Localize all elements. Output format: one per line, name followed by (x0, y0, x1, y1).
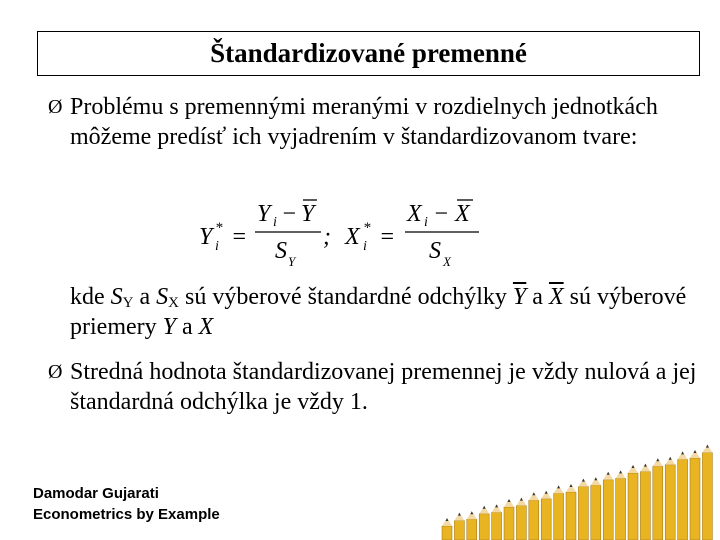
bullet-arrow-icon: Ø (48, 96, 63, 118)
pencil-body (504, 507, 514, 540)
pencil-lead (632, 465, 635, 468)
pencil-lead (694, 450, 697, 453)
pencil-lead (607, 472, 610, 475)
bullet-arrow-icon: Ø (48, 361, 63, 383)
formula-den1-sub: Y (288, 254, 296, 269)
pencil-lead (470, 511, 473, 514)
kde-sy: S (110, 284, 123, 310)
pencil-lead (644, 464, 647, 467)
pencils-image (438, 440, 720, 540)
kde-sx-sub: X (168, 295, 179, 311)
kde-ybar: $\overline{Y}$ (512, 284, 527, 310)
pencil-body (492, 512, 502, 540)
formula-lhs2-sub: i (363, 239, 367, 254)
pencil-lead (483, 506, 486, 509)
standardization-formula (195, 194, 495, 274)
pencil-body (653, 466, 663, 540)
pencil-lead (582, 479, 585, 482)
pencils-group (442, 445, 712, 540)
pencil-lead (458, 513, 461, 516)
pencil-body (566, 492, 576, 540)
pencil-body (529, 500, 539, 540)
pencil-lead (681, 451, 684, 454)
definition-text (70, 282, 710, 342)
pencil-body (554, 493, 564, 540)
pencil-body (628, 473, 638, 540)
formula-sep: ; (323, 224, 331, 250)
pencil-body (690, 458, 700, 540)
kde-sy-sub: Y (122, 295, 134, 311)
pencil-lead (446, 518, 449, 521)
formula-lhs2: X (345, 224, 360, 250)
pencil-body (603, 480, 613, 540)
formula-lhs1: Y (199, 224, 213, 250)
formula-lhs2-sup: * (363, 220, 371, 236)
title-box (37, 31, 700, 76)
formula-minus2: − (433, 201, 450, 227)
pencil-lead (619, 470, 622, 473)
pencil-lead (545, 491, 548, 494)
pencil-lead (557, 485, 560, 488)
formula-lhs1-sub: i (215, 239, 219, 254)
formula-num1-a: Y (257, 201, 271, 227)
formula-den2: S (429, 238, 441, 264)
pencil-body (442, 526, 452, 540)
bullet-1-text: Problému s premennými meranými v rozdielnych jednotkách môžeme predísť ich vyjadrením v štandardizovanom tvare: (70, 94, 658, 150)
kde-x: X (198, 314, 214, 340)
bullet-2-text: Stredná hodnota štandardizovanej premennej je vždy nulová a jej štandardná odchýlka je vždy 1. (70, 359, 697, 415)
formula-lhs1-sup: * (215, 220, 223, 236)
formula-num2-a-sub: i (424, 215, 428, 230)
kde-w2: a (133, 284, 157, 310)
pencil-lead (520, 498, 523, 501)
formula-eq2: = (379, 224, 396, 250)
pencil-body (616, 478, 626, 540)
pencil-lead (532, 492, 535, 495)
formula-num2-b: X (455, 201, 470, 227)
bullet-2 (48, 357, 708, 417)
kde-w3: sú výberové štandardné odchýlky (179, 284, 513, 310)
pencil-body (541, 499, 551, 540)
formula-eq1: = (231, 224, 248, 250)
footer-author: Damodar Gujarati (33, 485, 159, 502)
pencil-lead (508, 499, 511, 502)
footer-book: Econometrics by Example (33, 506, 220, 523)
pencil-body (640, 472, 650, 540)
formula-minus1: − (281, 201, 298, 227)
pencil-body (591, 485, 601, 540)
pencil-lead (495, 504, 498, 507)
pencil-body (665, 465, 675, 540)
pencil-body (578, 487, 588, 540)
slide-title: Štandardizované premenné (210, 38, 527, 68)
formula-den2-sub: X (443, 254, 451, 269)
formula-num2-a: X (407, 201, 422, 227)
pencil-lead (706, 445, 709, 448)
kde-w5: sú výberové priemery (70, 284, 687, 340)
kde-w6: a (175, 314, 199, 340)
pencil-lead (669, 457, 672, 460)
pencil-lead (656, 458, 659, 461)
kde-y: Y (162, 314, 176, 340)
pencil-body (454, 521, 464, 540)
pencil-body (479, 514, 489, 540)
pencil-body (516, 506, 526, 540)
kde-xbar: $\overline{X}$ (548, 284, 564, 310)
formula-num1-a-sub: i (273, 215, 277, 230)
bullet-1 (48, 92, 708, 152)
pencil-lead (594, 477, 597, 480)
kde-w1: kde (70, 284, 111, 310)
formula-den1: S (275, 238, 287, 264)
pencil-lead (570, 484, 573, 487)
kde-sx: S (156, 284, 169, 310)
pencil-body (678, 459, 688, 540)
pencil-body (467, 519, 477, 540)
pencil-body (702, 453, 712, 540)
formula-num1-b: Y (301, 201, 315, 227)
kde-w4: a (526, 284, 549, 310)
footer-credit (33, 483, 220, 525)
